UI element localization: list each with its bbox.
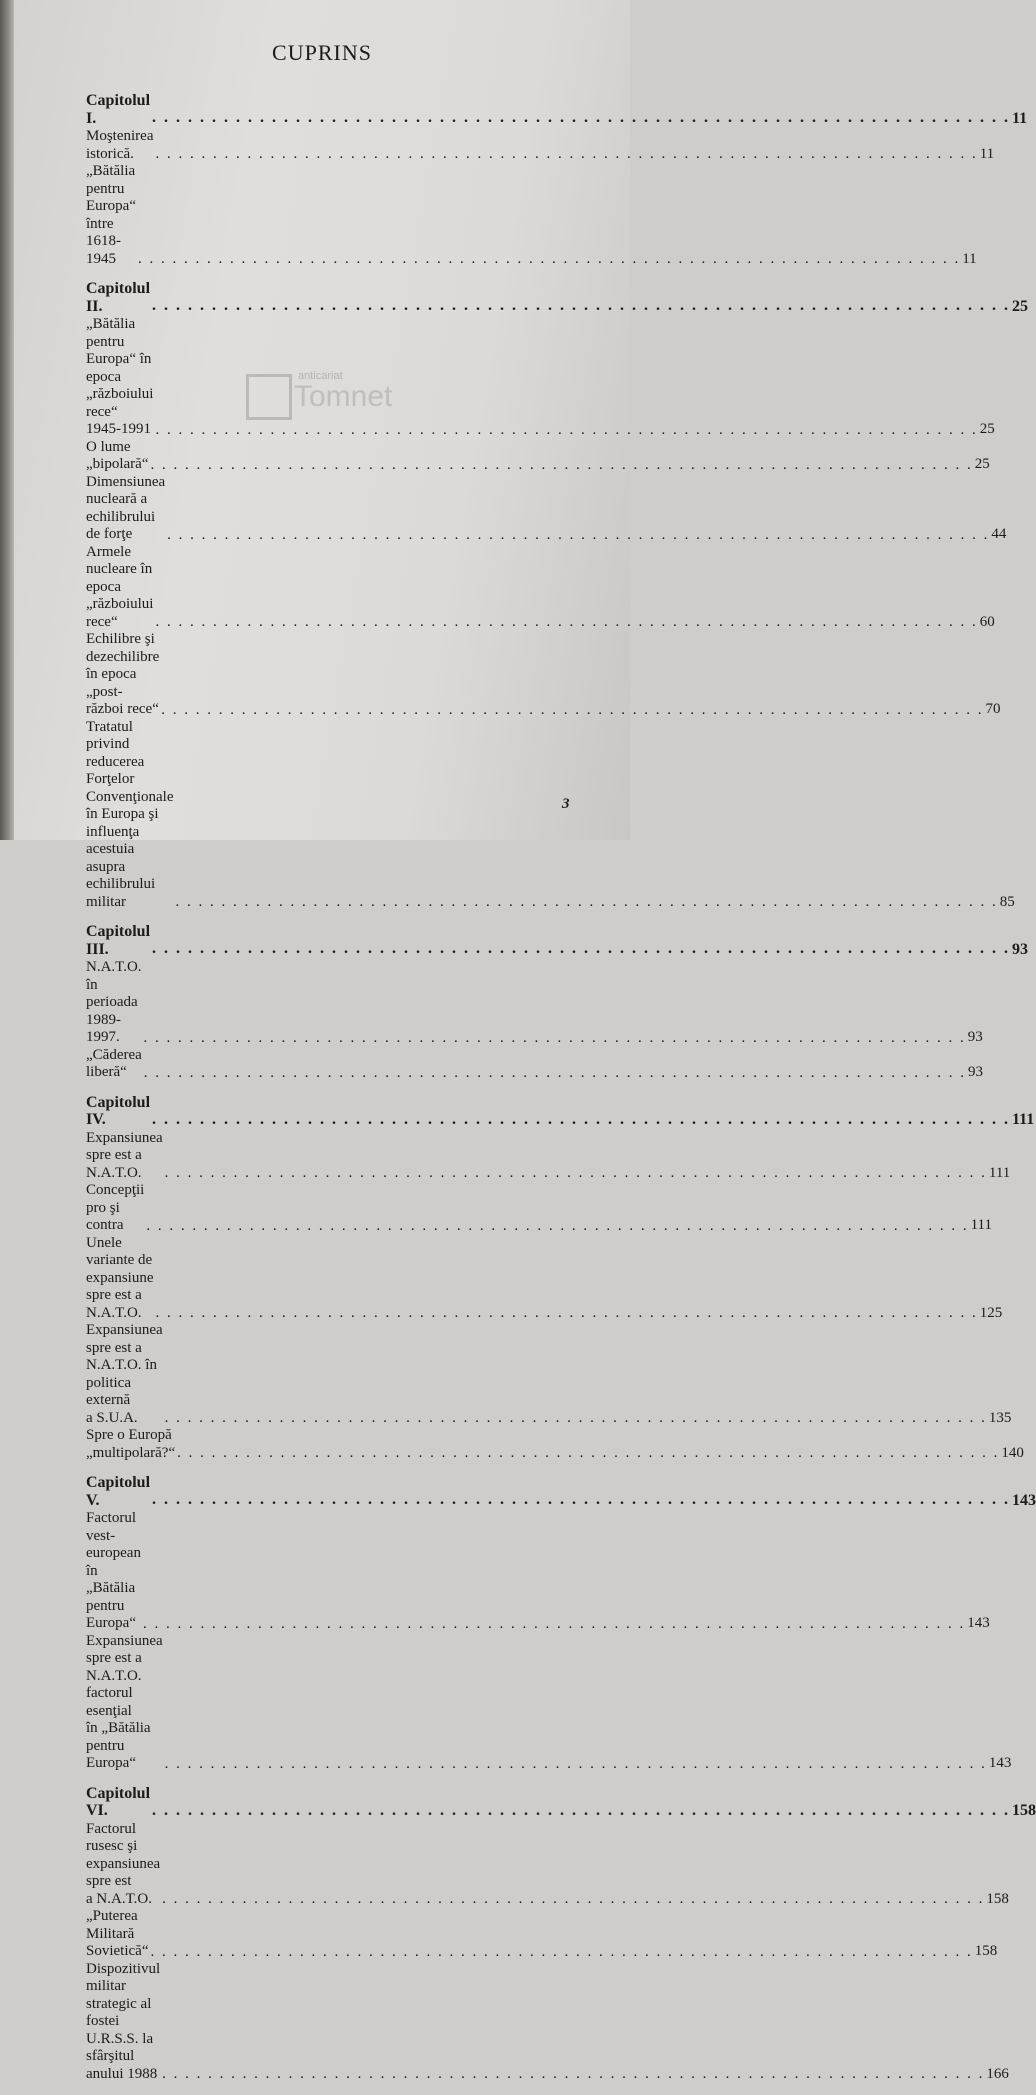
dot-leader — [152, 1805, 1010, 1817]
dot-leader — [138, 253, 960, 265]
dot-leader — [175, 896, 997, 908]
toc-page-number: 44 — [991, 526, 1007, 542]
dot-leader — [177, 1447, 999, 1459]
chapter-block — [86, 1093, 1035, 1463]
toc-entry — [86, 1322, 1012, 1427]
chapter-heading — [86, 280, 1029, 315]
toc-page-number: 143 — [1012, 1491, 1036, 1509]
chapter-title: Capitolul IV. — [86, 1093, 151, 1128]
toc-entry — [86, 1960, 1009, 2084]
dot-leader — [161, 704, 983, 716]
dot-leader — [152, 1114, 1010, 1126]
book-spine-shadow — [0, 0, 14, 840]
toc-page-number: 25 — [979, 421, 995, 437]
toc-entry-title: Armele nucleare în epoca „războiului rece“ — [86, 543, 154, 630]
dot-leader — [144, 1032, 966, 1044]
dot-leader — [155, 148, 977, 160]
dot-leader — [162, 2068, 984, 2080]
watermark-line1: anticariat — [298, 370, 343, 382]
toc-page-number: 60 — [979, 613, 995, 630]
toc-page-number: 158 — [986, 1890, 1009, 1907]
dot-leader — [143, 1618, 965, 1630]
dot-leader — [152, 300, 1010, 312]
toc-entry-title: „Bătălia pentru Europa“ în epoca „războiului rece“ 1945-1991 — [86, 316, 154, 437]
toc-page-number: 25 — [1012, 297, 1029, 315]
toc-page-number: 25 — [974, 456, 990, 472]
table-of-contents — [86, 92, 1036, 2095]
chapter-block — [86, 1784, 1036, 2084]
dot-leader — [155, 424, 977, 436]
toc-entry — [86, 959, 983, 1047]
toc-entry-title: Moştenirea istorică. — [86, 128, 154, 162]
toc-entry — [86, 543, 995, 632]
chapter-block — [86, 92, 1028, 268]
dot-leader — [155, 616, 977, 628]
toc-page-number: 143 — [967, 1615, 990, 1631]
toc-entry-title: Factorul vest-european în „Bătălia pentru Europa“ — [86, 1510, 141, 1631]
toc-entry-title: Tratatul privind reducerea Forţelor Convenţionale în Europa şi influenţa acestuia asupra echilibrului militar — [86, 718, 174, 910]
dot-leader — [165, 1412, 987, 1424]
toc-entry — [86, 1182, 992, 1235]
toc-page-number: 158 — [1012, 1802, 1036, 1819]
chapter-heading — [86, 1093, 1035, 1129]
toc-page-number: 143 — [988, 1755, 1012, 1771]
toc-page-number: 70 — [985, 701, 1001, 717]
toc-entry-title: Echilibre şi dezechilibre în epoca „post-război rece“ — [86, 631, 160, 717]
toc-page-number: 111 — [988, 1164, 1011, 1181]
toc-entry — [86, 1820, 1009, 1909]
toc-page-number: 11 — [979, 145, 995, 162]
toc-page-number: 93 — [968, 1064, 984, 1080]
toc-page-number: 125 — [979, 1304, 1003, 1321]
dot-leader — [146, 1220, 968, 1232]
toc-entry — [86, 1046, 984, 1082]
chapter-heading — [86, 92, 1028, 127]
chapter-block — [86, 1474, 1036, 1773]
page-number: 3 — [562, 796, 570, 812]
toc-page-number: 135 — [988, 1409, 1012, 1426]
toc-entry-title: „Puterea Militară Sovietică“ — [86, 1908, 149, 1959]
toc-page-number: 111 — [1012, 1111, 1035, 1128]
page-title: CUPRINS — [272, 40, 372, 65]
toc-entry — [86, 631, 1001, 719]
toc-page-number: 111 — [970, 1217, 992, 1233]
chapter-title: Capitolul III. — [86, 923, 151, 958]
dot-leader — [152, 1494, 1010, 1506]
chapter-heading — [86, 923, 1029, 958]
dot-leader — [162, 1893, 984, 1905]
toc-entry-title: Dimensiunea nucleară a echilibrului de forţe — [86, 473, 166, 542]
toc-entry-title: Concepţii pro şi contra — [86, 1182, 145, 1233]
toc-entry — [86, 438, 990, 474]
toc-entry-title: Spre o Europă „multipolară?“ — [86, 1427, 176, 1461]
dot-leader — [144, 1067, 966, 1079]
dot-leader — [150, 459, 972, 471]
chapter-block — [86, 923, 1029, 1082]
toc-entry — [86, 316, 995, 439]
chapter-title: Capitolul V. — [86, 1474, 151, 1509]
dot-leader — [165, 1758, 987, 1770]
toc-entry — [86, 1908, 998, 1961]
toc-entry — [86, 1234, 1003, 1323]
toc-page-number: 85 — [999, 893, 1015, 910]
toc-entry-title: Factorul rusesc şi expansiunea spre est a N.A.T.O. — [86, 1820, 161, 1907]
toc-entry — [86, 718, 1015, 912]
toc-page-number: 93 — [967, 1029, 983, 1045]
toc-entry — [86, 1129, 1011, 1183]
chapter-title: Capitolul I. — [86, 92, 151, 127]
chapter-block — [86, 280, 1029, 911]
toc-entry — [86, 1510, 990, 1633]
dot-leader — [152, 943, 1010, 955]
toc-entry — [86, 128, 995, 163]
toc-entry-title: O lume „bipolară“ — [86, 438, 149, 472]
chapter-title: Capitolul VI. — [86, 1784, 151, 1819]
toc-page-number: 11 — [1012, 109, 1028, 127]
toc-entry-title: „Căderea liberă“ — [86, 1046, 142, 1080]
toc-page-number: 140 — [1001, 1444, 1024, 1461]
dot-leader — [150, 1946, 972, 1958]
dot-leader — [167, 529, 989, 541]
chapter-heading — [86, 1784, 1036, 1820]
dot-leader — [155, 1307, 977, 1319]
chapter-heading — [86, 1474, 1036, 1509]
chapter-title: Capitolul II. — [86, 280, 151, 315]
toc-page-number: 93 — [1012, 940, 1029, 958]
watermark-line2: Tomnet — [294, 380, 393, 413]
toc-entry — [86, 163, 977, 268]
toc-entry — [86, 473, 1007, 544]
book-page — [14, 0, 1036, 2082]
toc-entry-title: Expansiunea spre est a N.A.T.O. — [86, 1129, 163, 1181]
dot-leader — [152, 112, 1010, 124]
toc-page-number: 11 — [962, 250, 977, 267]
toc-entry-title: Expansiunea spre est a N.A.T.O. în politica externă a S.U.A. — [86, 1322, 163, 1426]
toc-entry-title: Expansiunea spre est a N.A.T.O. factorul esenţial în „Bătălia pentru Europa“ — [86, 1632, 163, 1771]
toc-entry-title: „Bătălia pentru Europa“ între 1618-1945 — [86, 163, 136, 267]
toc-entry-title: Dispozitivul militar strategic al fostei U.R.S.S. la sfârşitul anului 1988 — [86, 1960, 161, 2082]
dot-leader — [165, 1167, 987, 1179]
toc-page-number: 166 — [986, 2065, 1009, 2082]
toc-entry-title: Unele variante de expansiune spre est a N.A.T.O. — [86, 1234, 154, 1321]
toc-entry — [86, 1632, 1012, 1773]
toc-entry — [86, 1427, 1024, 1462]
toc-entry-title: N.A.T.O. în perioada 1989-1997. — [86, 959, 142, 1045]
toc-page-number: 158 — [974, 1943, 998, 1959]
